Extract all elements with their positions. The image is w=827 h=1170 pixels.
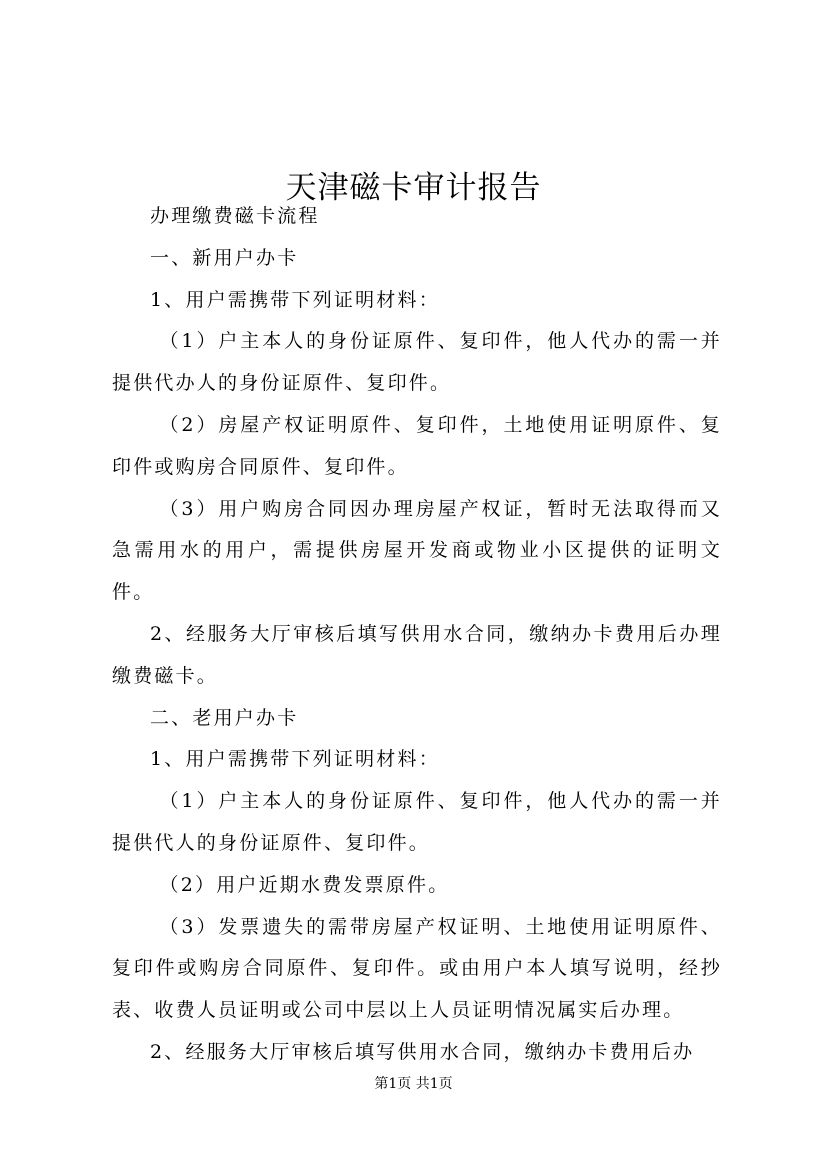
paragraph-old-user-materials: 1、用户需携带下列证明材料：: [150, 748, 440, 771]
paragraph-section-old-user: 二、老用户办卡: [150, 706, 299, 729]
paragraph-section-new-user: 一、新用户办卡: [150, 246, 299, 269]
paragraph-old-user-step-2: 2、经服务大厅审核后填写供用水合同，缴纳办卡费用后办: [150, 1040, 695, 1063]
paragraph-new-user-item-2: （2）房屋产权证明原件、复印件，土地使用证明原件、复印件或购房合同原件、复印件。: [112, 413, 722, 478]
paragraph-new-user-item-3: （3）用户购房合同因办理房屋产权证，暂时无法取得而又急需用水的用户，需提供房屋开发商或物业小区提供的证明文件。: [112, 497, 722, 604]
paragraph-process-heading: 办理缴费磁卡流程: [150, 205, 320, 227]
document-title: 天津磁卡审计报告: [285, 169, 542, 206]
document-body: [112, 196, 722, 1074]
paragraph-old-user-item-1: （1）户主本人的身份证原件、复印件，他人代办的需一并提供代人的身份证原件、复印件。: [112, 790, 722, 854]
paragraph-old-user-item-2: （2）用户近期水费发票原件。: [159, 873, 450, 896]
page-footer: 第1页 共1页: [374, 1076, 453, 1092]
paragraph-new-user-materials: 1、用户需携带下列证明材料：: [150, 288, 440, 311]
paragraph-old-user-item-3: （3）发票遗失的需带房屋产权证明、土地使用证明原件、复印件或购房合同原件、复印件。或由用户本人填写说明，经抄表、收费人员证明或公司中层以上人员证明情况属实后办理。: [112, 915, 722, 1022]
paragraph-new-user-step-2: 2、经服务大厅审核后填写供用水合同，缴纳办卡费用后办理缴费磁卡。: [112, 622, 722, 687]
paragraph-new-user-item-1: （1）户主本人的身份证原件、复印件，他人代办的需一并提供代办人的身份证原件、复印件。: [112, 330, 722, 395]
